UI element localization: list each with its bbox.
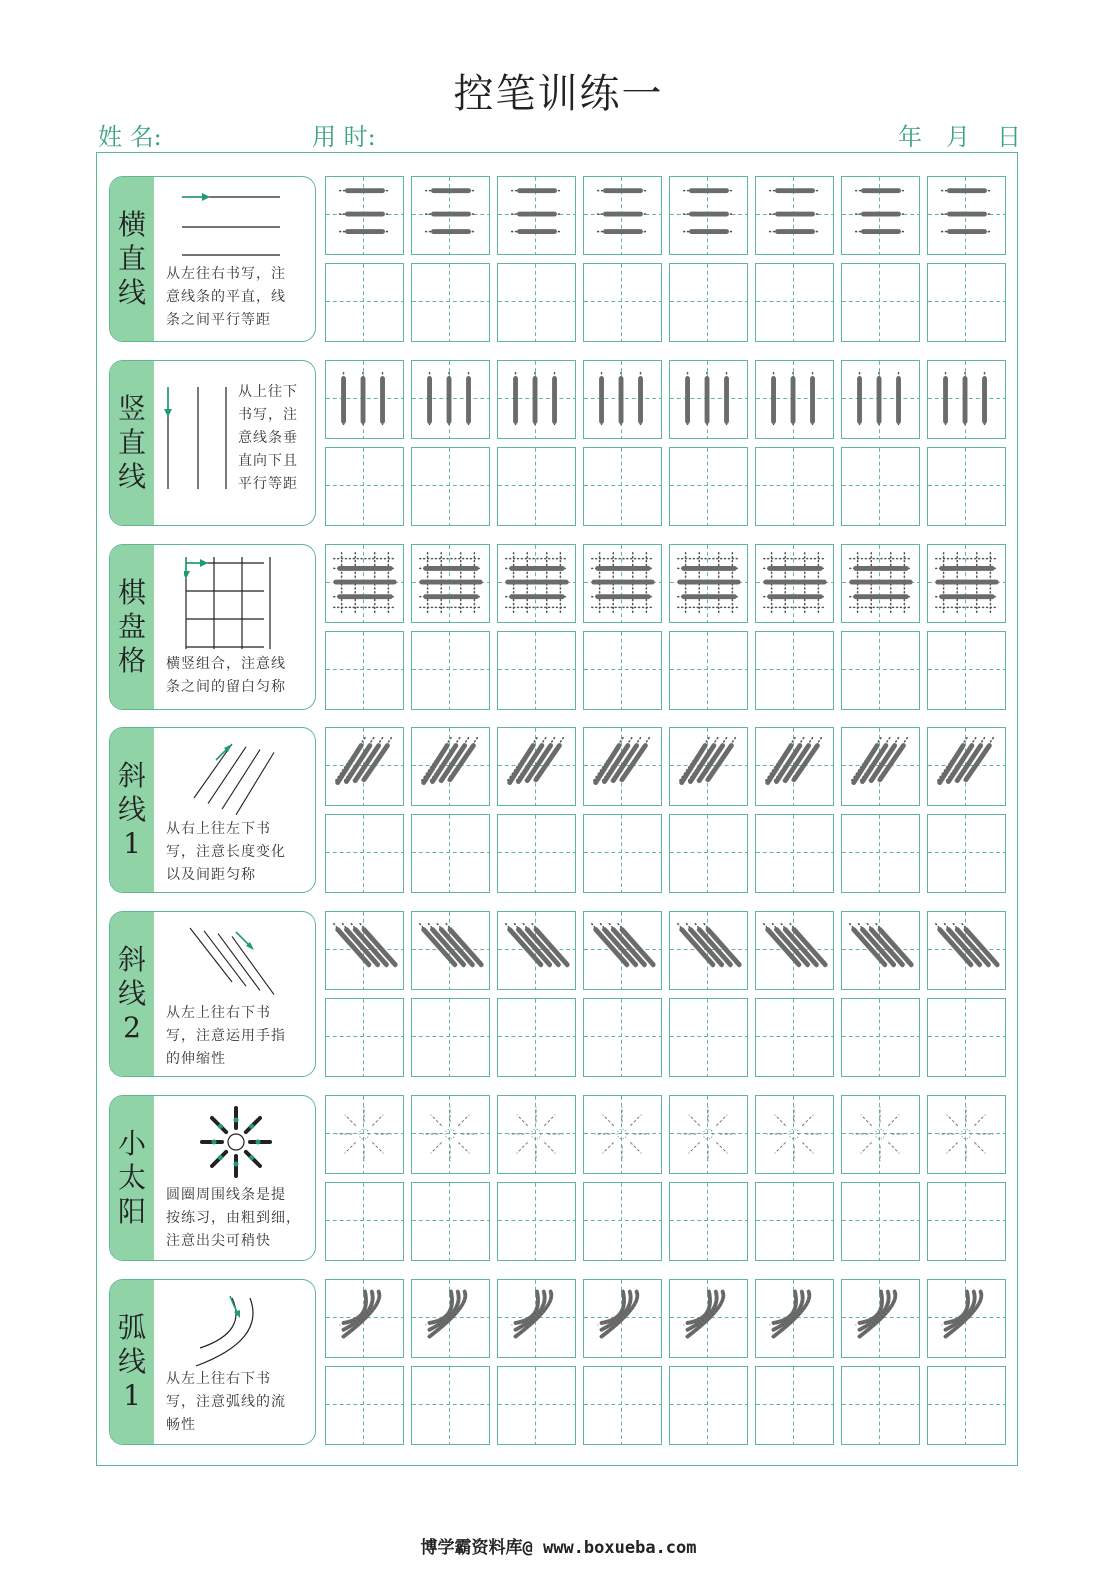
trace-pattern <box>842 177 919 254</box>
section-desc-line: 以及间距匀称 <box>166 867 256 883</box>
trace-cell[interactable] <box>411 544 490 623</box>
trace-cell[interactable] <box>927 360 1006 439</box>
section-title-char: 线 <box>117 977 146 1010</box>
trace-cell[interactable] <box>583 544 662 623</box>
trace-pattern <box>670 545 747 622</box>
trace-cell[interactable] <box>841 727 920 806</box>
practice-cell[interactable] <box>411 447 490 526</box>
section-title-char: 竖 <box>117 392 146 425</box>
section-desc-line: 圆圈周围线条是提 <box>166 1187 286 1203</box>
practice-cell[interactable] <box>583 631 662 710</box>
practice-cell[interactable] <box>411 1182 490 1261</box>
page-title: 控笔训练一 <box>453 71 664 117</box>
practice-cell[interactable] <box>755 1182 834 1261</box>
trace-cell[interactable] <box>497 911 576 990</box>
trace-pattern <box>584 1096 661 1173</box>
practice-cell[interactable] <box>583 447 662 526</box>
practice-cell[interactable] <box>669 814 748 893</box>
practice-cell[interactable] <box>755 631 834 710</box>
practice-cell[interactable] <box>755 998 834 1077</box>
tian-grid-guides <box>584 999 661 1076</box>
trace-cell[interactable] <box>669 727 748 806</box>
practice-cell[interactable] <box>325 263 404 342</box>
tian-grid-guides <box>670 448 747 525</box>
section-description <box>166 1002 314 1071</box>
section-desc-line: 从左往右书写，注 <box>166 266 286 282</box>
practice-cell[interactable] <box>927 263 1006 342</box>
section-title-char: 横 <box>117 208 146 241</box>
trace-cell[interactable] <box>325 176 404 255</box>
section-desc-line: 写，注意长度变化 <box>166 844 286 860</box>
trace-pattern <box>498 1280 575 1357</box>
trace-pattern <box>584 912 661 989</box>
trace-pattern <box>498 912 575 989</box>
trace-pattern <box>326 1096 403 1173</box>
tian-grid-guides <box>498 815 575 892</box>
tian-grid-guides <box>584 815 661 892</box>
practice-cell[interactable] <box>841 631 920 710</box>
tian-grid-guides <box>670 999 747 1076</box>
tian-grid-guides <box>412 448 489 525</box>
tian-grid-guides <box>498 632 575 709</box>
tian-grid-guides <box>498 1367 575 1444</box>
section-title-char: 格 <box>117 644 146 677</box>
practice-cell[interactable] <box>755 1366 834 1445</box>
tian-grid-guides <box>498 999 575 1076</box>
trace-pattern <box>842 912 919 989</box>
practice-cell[interactable] <box>755 814 834 893</box>
trace-cell[interactable] <box>927 911 1006 990</box>
trace-cell[interactable] <box>325 360 404 439</box>
practice-cell[interactable] <box>927 631 1006 710</box>
section-description <box>166 653 314 699</box>
section-desc-line: 条之间的留白匀称 <box>166 679 286 695</box>
trace-cell[interactable] <box>669 544 748 623</box>
practice-cell[interactable] <box>583 814 662 893</box>
tian-grid-guides <box>326 632 403 709</box>
section-title-char: 斜 <box>117 759 146 792</box>
trace-pattern <box>928 1280 1005 1357</box>
practice-cell[interactable] <box>669 631 748 710</box>
trace-pattern <box>928 728 1005 805</box>
section-desc-line: 意线条的平直，线 <box>166 289 286 305</box>
practice-cell[interactable] <box>669 1182 748 1261</box>
section-card-sun <box>109 1095 316 1261</box>
tian-grid-guides <box>326 1183 403 1260</box>
tian-grid-guides <box>756 264 833 341</box>
section-title-char: 盘 <box>117 610 146 643</box>
tian-grid-guides <box>842 1183 919 1260</box>
section-description <box>166 1184 316 1253</box>
practice-cell[interactable] <box>497 998 576 1077</box>
tian-grid-guides <box>326 999 403 1076</box>
section-title <box>110 545 154 709</box>
trace-pattern <box>928 912 1005 989</box>
section-title <box>110 361 154 525</box>
trace-pattern <box>584 1280 661 1357</box>
tian-grid-guides <box>756 1367 833 1444</box>
trace-pattern <box>928 361 1005 438</box>
section-description <box>166 1368 314 1437</box>
tian-grid-guides <box>670 264 747 341</box>
tian-grid-guides <box>584 632 661 709</box>
trace-cell[interactable] <box>755 176 834 255</box>
section-desc-line: 从左上往右下书 <box>166 1371 271 1387</box>
tian-grid-guides <box>842 815 919 892</box>
section-title-char: 太 <box>117 1161 146 1194</box>
trace-cell[interactable] <box>411 176 490 255</box>
practice-cell[interactable] <box>411 631 490 710</box>
practice-cell[interactable] <box>497 1366 576 1445</box>
trace-cell[interactable] <box>325 727 404 806</box>
tian-grid-guides <box>928 999 1005 1076</box>
tian-grid-guides <box>326 448 403 525</box>
date-year-label: 年 <box>898 123 922 151</box>
tian-grid-guides <box>842 1367 919 1444</box>
trace-pattern <box>670 177 747 254</box>
section-title <box>110 912 154 1076</box>
section-title-char: 斜 <box>117 943 146 976</box>
trace-pattern <box>756 545 833 622</box>
section-desc-line: 意线条垂 <box>238 430 298 446</box>
trace-cell[interactable] <box>755 1279 834 1358</box>
tian-grid-guides <box>842 264 919 341</box>
section-title-char: 线 <box>117 276 146 309</box>
trace-pattern <box>412 1280 489 1357</box>
trace-cell[interactable] <box>325 1279 404 1358</box>
trace-cell[interactable] <box>841 176 920 255</box>
trace-cell[interactable] <box>927 544 1006 623</box>
practice-cell[interactable] <box>927 814 1006 893</box>
section-title-char: 直 <box>117 242 146 275</box>
trace-pattern <box>928 545 1005 622</box>
section-desc-line: 按练习，由粗到细， <box>166 1210 301 1226</box>
trace-cell[interactable] <box>927 1095 1006 1174</box>
practice-cell[interactable] <box>497 263 576 342</box>
section-card-horizontal <box>109 176 316 342</box>
trace-cell[interactable] <box>583 911 662 990</box>
trace-pattern <box>928 177 1005 254</box>
trace-pattern <box>670 361 747 438</box>
date-month-label: 月 <box>946 123 970 151</box>
tian-grid-guides <box>498 264 575 341</box>
section-desc-line: 平行等距 <box>238 476 298 492</box>
trace-cell[interactable] <box>841 1095 920 1174</box>
trace-pattern <box>498 728 575 805</box>
tian-grid-guides <box>584 264 661 341</box>
practice-cell[interactable] <box>755 447 834 526</box>
practice-cell[interactable] <box>669 447 748 526</box>
tian-grid-guides <box>412 1367 489 1444</box>
trace-pattern <box>326 361 403 438</box>
trace-pattern <box>326 545 403 622</box>
trace-pattern <box>756 177 833 254</box>
trace-pattern <box>498 177 575 254</box>
practice-cell[interactable] <box>841 1182 920 1261</box>
time-label: 用 时: <box>312 123 376 151</box>
practice-cell[interactable] <box>669 263 748 342</box>
trace-pattern <box>498 1096 575 1173</box>
practice-cell[interactable] <box>669 1366 748 1445</box>
trace-cell[interactable] <box>841 1279 920 1358</box>
practice-cell[interactable] <box>411 814 490 893</box>
section-desc-line: 从左上往右下书 <box>166 1005 271 1021</box>
practice-cell[interactable] <box>841 998 920 1077</box>
trace-cell[interactable] <box>411 911 490 990</box>
trace-cell[interactable] <box>927 727 1006 806</box>
trace-pattern <box>326 1280 403 1357</box>
practice-cell[interactable] <box>927 447 1006 526</box>
trace-pattern <box>584 177 661 254</box>
practice-cell[interactable] <box>669 998 748 1077</box>
trace-pattern <box>412 177 489 254</box>
trace-pattern <box>412 728 489 805</box>
practice-cell[interactable] <box>325 1182 404 1261</box>
practice-cell[interactable] <box>755 263 834 342</box>
practice-cell[interactable] <box>411 1366 490 1445</box>
tian-grid-guides <box>326 815 403 892</box>
practice-cell[interactable] <box>841 1366 920 1445</box>
trace-cell[interactable] <box>755 1095 834 1174</box>
practice-cell[interactable] <box>325 631 404 710</box>
trace-pattern <box>842 545 919 622</box>
name-label: 姓 名: <box>98 123 162 151</box>
section-title-char: 小 <box>117 1127 146 1160</box>
trace-cell[interactable] <box>669 176 748 255</box>
tian-grid-guides <box>928 1367 1005 1444</box>
trace-cell[interactable] <box>411 1279 490 1358</box>
tian-grid-guides <box>412 815 489 892</box>
practice-cell[interactable] <box>583 1182 662 1261</box>
trace-cell[interactable] <box>755 360 834 439</box>
section-desc-line: 书写，注 <box>238 407 298 423</box>
tian-grid-guides <box>670 815 747 892</box>
tian-grid-guides <box>756 999 833 1076</box>
trace-pattern <box>756 912 833 989</box>
trace-pattern <box>326 177 403 254</box>
practice-cell[interactable] <box>841 447 920 526</box>
tian-grid-guides <box>584 1367 661 1444</box>
practice-cell[interactable] <box>411 998 490 1077</box>
practice-cell[interactable] <box>497 447 576 526</box>
trace-cell[interactable] <box>411 727 490 806</box>
tian-grid-guides <box>498 1183 575 1260</box>
tian-grid-guides <box>928 632 1005 709</box>
trace-pattern <box>412 545 489 622</box>
section-title <box>110 1096 154 1260</box>
trace-cell[interactable] <box>669 911 748 990</box>
trace-cell[interactable] <box>669 1279 748 1358</box>
trace-pattern <box>584 361 661 438</box>
section-card-vertical <box>109 360 316 526</box>
tian-grid-guides <box>412 264 489 341</box>
trace-cell[interactable] <box>669 1095 748 1174</box>
tian-grid-guides <box>498 448 575 525</box>
section-title <box>110 1280 154 1444</box>
tian-grid-guides <box>756 1183 833 1260</box>
trace-cell[interactable] <box>497 544 576 623</box>
trace-cell[interactable] <box>411 1095 490 1174</box>
tian-grid-guides <box>584 448 661 525</box>
trace-pattern <box>756 1280 833 1357</box>
tian-grid-guides <box>670 1183 747 1260</box>
section-title-char: 1 <box>123 827 141 860</box>
section-title <box>110 728 154 892</box>
practice-cell[interactable] <box>583 263 662 342</box>
section-title-char: 线 <box>117 793 146 826</box>
section-card-diag2 <box>109 911 316 1077</box>
practice-cell[interactable] <box>497 631 576 710</box>
section-title-char: 线 <box>117 460 146 493</box>
practice-cell[interactable] <box>927 1366 1006 1445</box>
trace-cell[interactable] <box>497 1279 576 1358</box>
trace-cell[interactable] <box>841 360 920 439</box>
tian-grid-guides <box>412 632 489 709</box>
trace-pattern <box>756 361 833 438</box>
trace-cell[interactable] <box>755 544 834 623</box>
section-card-grid <box>109 544 316 710</box>
trace-cell[interactable] <box>583 176 662 255</box>
tian-grid-guides <box>842 448 919 525</box>
section-description <box>166 263 314 332</box>
trace-cell[interactable] <box>755 911 834 990</box>
trace-pattern <box>842 728 919 805</box>
trace-cell[interactable] <box>411 360 490 439</box>
tian-grid-guides <box>842 632 919 709</box>
trace-pattern <box>584 545 661 622</box>
trace-cell[interactable] <box>669 360 748 439</box>
section-desc-line: 写，注意弧线的流 <box>166 1394 286 1410</box>
tian-grid-guides <box>670 1367 747 1444</box>
trace-pattern <box>670 728 747 805</box>
practice-cell[interactable] <box>927 1182 1006 1261</box>
trace-pattern <box>412 912 489 989</box>
section-title-char: 2 <box>123 1011 141 1044</box>
tian-grid-guides <box>756 448 833 525</box>
trace-pattern <box>498 361 575 438</box>
section-desc-line: 写，注意运用手指 <box>166 1028 286 1044</box>
practice-cell[interactable] <box>325 814 404 893</box>
section-title-char: 弧 <box>117 1311 146 1344</box>
practice-cell[interactable] <box>411 263 490 342</box>
trace-cell[interactable] <box>841 544 920 623</box>
section-desc-line: 从上往下 <box>238 384 298 400</box>
trace-pattern <box>842 1096 919 1173</box>
tian-grid-guides <box>670 632 747 709</box>
trace-pattern <box>326 728 403 805</box>
trace-cell[interactable] <box>583 1095 662 1174</box>
trace-cell[interactable] <box>927 1279 1006 1358</box>
practice-cell[interactable] <box>325 1366 404 1445</box>
section-desc-line: 条之间平行等距 <box>166 312 271 328</box>
practice-cell[interactable] <box>497 1182 576 1261</box>
tian-grid-guides <box>412 999 489 1076</box>
section-desc-line: 的伸缩性 <box>166 1051 226 1067</box>
trace-cell[interactable] <box>841 911 920 990</box>
section-title-char: 线 <box>117 1345 146 1378</box>
trace-pattern <box>842 1280 919 1357</box>
practice-cell[interactable] <box>325 998 404 1077</box>
trace-pattern <box>670 1096 747 1173</box>
tian-grid-guides <box>842 999 919 1076</box>
trace-pattern <box>756 728 833 805</box>
tian-grid-guides <box>326 264 403 341</box>
section-desc-line: 从右上往左下书 <box>166 821 271 837</box>
practice-cell[interactable] <box>583 998 662 1077</box>
section-desc-line: 横竖组合，注意线 <box>166 656 286 672</box>
trace-cell[interactable] <box>497 176 576 255</box>
tian-grid-guides <box>928 815 1005 892</box>
trace-cell[interactable] <box>927 176 1006 255</box>
trace-cell[interactable] <box>497 1095 576 1174</box>
tian-grid-guides <box>928 264 1005 341</box>
section-card-arc1 <box>109 1279 316 1445</box>
trace-cell[interactable] <box>583 727 662 806</box>
section-card-diag1 <box>109 727 316 893</box>
trace-cell[interactable] <box>497 360 576 439</box>
practice-cell[interactable] <box>583 1366 662 1445</box>
section-title-char: 阳 <box>117 1195 146 1228</box>
section-desc-line: 注意出尖可稍快 <box>166 1233 271 1249</box>
trace-cell[interactable] <box>325 1095 404 1174</box>
tian-grid-guides <box>928 448 1005 525</box>
trace-pattern <box>670 912 747 989</box>
trace-cell[interactable] <box>497 727 576 806</box>
trace-pattern <box>326 912 403 989</box>
trace-pattern <box>842 361 919 438</box>
trace-cell[interactable] <box>583 360 662 439</box>
trace-pattern <box>928 1096 1005 1173</box>
practice-cell[interactable] <box>927 998 1006 1077</box>
trace-pattern <box>756 1096 833 1173</box>
section-description <box>238 381 314 496</box>
tian-grid-guides <box>412 1183 489 1260</box>
trace-cell[interactable] <box>325 544 404 623</box>
tian-grid-guides <box>326 1367 403 1444</box>
practice-cell[interactable] <box>325 447 404 526</box>
tian-grid-guides <box>584 1183 661 1260</box>
trace-cell[interactable] <box>755 727 834 806</box>
footer-source: 博学霸资料库@ www.boxueba.com <box>420 1538 697 1558</box>
date-day-label: 日 <box>997 123 1021 151</box>
trace-pattern <box>412 361 489 438</box>
section-title-char: 棋 <box>117 576 146 609</box>
trace-cell[interactable] <box>325 911 404 990</box>
tian-grid-guides <box>928 1183 1005 1260</box>
section-desc-line: 畅性 <box>166 1417 196 1433</box>
trace-cell[interactable] <box>583 1279 662 1358</box>
trace-pattern <box>412 1096 489 1173</box>
trace-pattern <box>670 1280 747 1357</box>
tian-grid-guides <box>756 815 833 892</box>
section-description <box>166 818 314 887</box>
trace-pattern <box>498 545 575 622</box>
practice-cell[interactable] <box>497 814 576 893</box>
section-title-char: 直 <box>117 426 146 459</box>
tian-grid-guides <box>756 632 833 709</box>
practice-cell[interactable] <box>841 814 920 893</box>
trace-pattern <box>584 728 661 805</box>
section-title-char: 1 <box>123 1379 141 1412</box>
section-title <box>110 177 154 341</box>
practice-cell[interactable] <box>841 263 920 342</box>
section-desc-line: 直向下且 <box>238 453 298 469</box>
